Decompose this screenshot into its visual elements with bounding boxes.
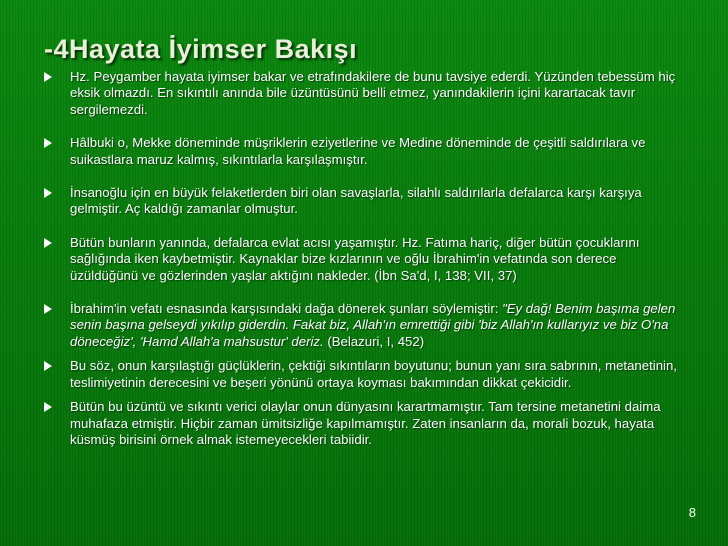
bullet-arrow-icon xyxy=(44,138,52,148)
bullet-item xyxy=(44,69,684,118)
bullet-list xyxy=(44,69,684,448)
bullet-text: İbrahim'in vefatı esnasında karşısındaki dağa dönerek şunları söylemiştir: xyxy=(70,301,503,317)
bullet-text: İnsanoğlu için en büyük felaketlerden biri olan savaşlarla, silahlı saldırılarla defalarca karşı karşıya gelmiştir. Aç kaldığı zamanlar olmuştur. xyxy=(70,185,642,217)
bullet-text: Bütün bu üzüntü ve sıkıntı verici olaylar onun dünyasını karartmamıştır. Tam tersine metanetini daima muhafaza etmiştir. Hiçbir zaman ümitsizliğe kapılmamıştır. Zaten insanların da, morali bozuk, hayata küsmüş birisini örnek almak istemeyecekleri tabiidir. xyxy=(70,399,661,447)
bullet-item xyxy=(44,301,684,350)
bullet-text: Bu söz, onun karşılaştığı güçlüklerin, çektiği sıkıntıların boyutunu; bunun yanı sıra sabrının, metanetinin, teslimiyetinin derecesini ve beşeri yönünü ortaya koyması bakımından dikkat çekicidir. xyxy=(70,358,677,390)
bullet-arrow-icon xyxy=(44,402,52,412)
bullet-arrow-icon xyxy=(44,188,52,198)
bullet-text: Hz. Peygamber hayata iyimser bakar ve etrafındakilere de bunu tavsiye ederdi. Yüzünden tebessüm hiç eksik olmazdı. En sıkıntılı anında bile üzüntüsünü belli etmez, yanındakilerin içini karartacak tavır sergilemezdi. xyxy=(70,69,676,117)
bullet-text: Bütün bunların yanında, defalarca evlat acısı yaşamıştır. Hz. Fatıma hariç, diğer bütün çocuklarını sağlığında iken kaybetmiştir. Kaynaklar bize kızlarının ve oğlu İbrahim'in vefatında son derece üzüldüğünü ve gözlerinden yaşlar aktığını nakleder. (İbn Sa'd, I, 138; VII, 37) xyxy=(70,234,640,283)
bullet-item xyxy=(44,135,684,168)
bullet-source: (Belazuri, I, 452) xyxy=(323,333,425,349)
bullet-arrow-icon xyxy=(44,72,52,82)
bullet-text: Hâlbuki o, Mekke döneminde müşriklerin eziyetlerine ve Medine döneminde de çeşitli saldırılara ve suikastlara maruz kalmış, sıkıntılarla karşılaşmıştır. xyxy=(70,135,646,167)
bullet-arrow-icon xyxy=(44,361,52,371)
page-number: 8 xyxy=(688,505,696,520)
bullet-item xyxy=(44,235,684,284)
bullet-quote: "Ey dağ! Benim başıma gelen senin başına gelseydi yıkılıp giderdin. Fakat biz, Allah'ın emrettiği gibi 'biz Allah'ın kullarıyız ve biz O'na döneceğiz', 'Hamd Allah'a mahsustur' deriz. xyxy=(70,301,676,349)
bullet-arrow-icon xyxy=(44,304,52,314)
bullet-arrow-icon xyxy=(44,238,52,248)
bullet-item xyxy=(44,358,684,391)
slide-title: -4Hayata İyimser Bakışı xyxy=(44,34,358,64)
bullet-item xyxy=(44,185,684,218)
bullet-item xyxy=(44,399,684,448)
